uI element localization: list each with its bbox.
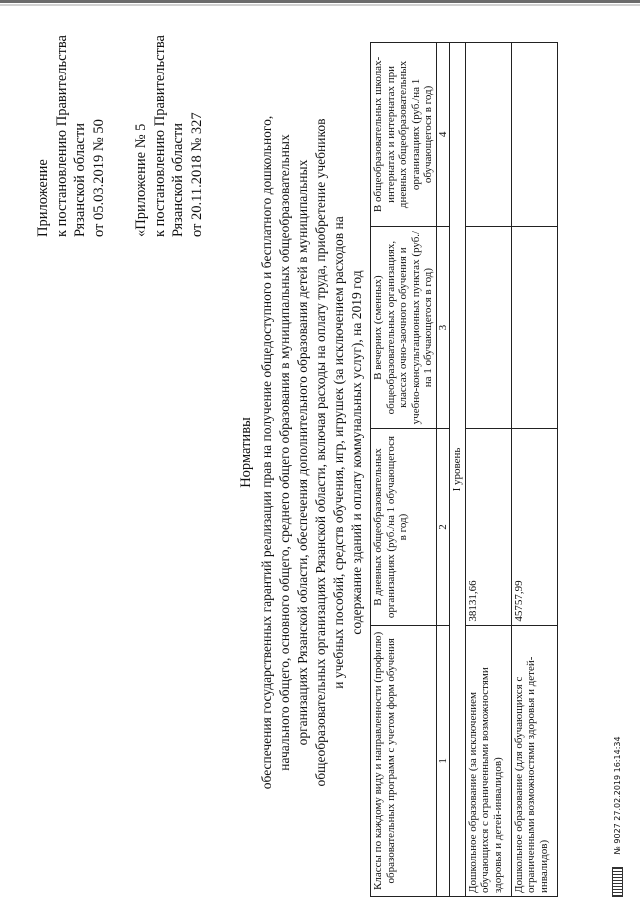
header-line: Рязанской области	[170, 123, 186, 237]
table-row	[465, 43, 511, 897]
col-header-evening: В вечерних (сменных) общеобразовательных организациях, классах очно-заочного обучения и учебно-консультационных пунктах (руб./на 1 обучающегося в год)	[371, 226, 437, 429]
document-subtitle	[258, 40, 366, 865]
col-number: 3	[436, 226, 450, 429]
col-number: 4	[436, 43, 450, 227]
header-line: Рязанской области	[72, 123, 88, 237]
table-row	[511, 43, 557, 897]
subtitle-line: начального общего, основного общего, среднего общего образования в муниципальных общеобразовательных	[277, 134, 292, 771]
attachment-header-previous	[132, 35, 206, 237]
row-value-boarding	[511, 43, 557, 227]
subtitle-line: общеобразовательных организациях Рязанской области, включая расходы на оплату труда, приобретение учебников	[313, 118, 328, 787]
col-header-class: Классы по каждому виду и направленности (профилю) образовательных программ с учетом форм обучения	[371, 625, 437, 896]
row-value-evening	[511, 226, 557, 429]
header-line: от 20.11.2018 № 327	[188, 112, 205, 237]
row-name: Дошкольное образование (за исключением обучающихся с ограниченными возможностями здоровья и детей-инвалидов)	[465, 625, 511, 896]
row-value-evening	[465, 226, 511, 429]
norms-table	[370, 42, 558, 897]
subtitle-line: организациях Рязанской области, обеспечения дополнительного образования детей в муниципальных	[295, 159, 310, 746]
barcode-logo-icon	[612, 867, 623, 897]
row-value-day: 45757,99	[511, 429, 557, 625]
level-label: I уровень	[450, 43, 466, 897]
col-header-day: В дневных общеобразовательных организациях (руб./на 1 обучающегося в год)	[371, 429, 437, 625]
subtitle-line: и учебных пособий, средств обучения, игр, игрушек (за исключением расходов на	[331, 216, 346, 689]
table-header-row	[371, 43, 437, 897]
col-number: 1	[436, 625, 450, 896]
row-value-boarding	[465, 43, 511, 227]
col-number: 2	[436, 429, 450, 625]
row-name: Дошкольное образование (для обучающихся с ограниченными возможностями здоровья и детей-инвалидов)	[511, 625, 557, 896]
row-value-day: 38131,66	[465, 429, 511, 625]
header-line: «Приложение № 5	[133, 123, 149, 237]
table-level-row	[450, 43, 466, 897]
header-line: к постановлению Правительства	[53, 35, 70, 237]
header-line: Приложение	[35, 159, 51, 237]
document-title: Нормативы	[238, 417, 254, 488]
table-number-row	[436, 43, 450, 897]
header-line: от 05.03.2019 № 50	[90, 119, 107, 237]
subtitle-line: обеспечения государственных гарантий реализации прав на получение общедоступного и бесплатного дошкольного,	[259, 115, 274, 790]
registration-stamp	[612, 736, 623, 897]
col-header-boarding: В общеобразовательных школах-интернатах и интернатах при дневных общеобразовательных организациях (руб./на 1 обучающегося в год)	[371, 43, 437, 227]
registration-number: № 9027 27.02.2019 16:14:34	[613, 736, 622, 855]
header-line: к постановлению Правительства	[151, 35, 168, 237]
subtitle-line: содержание зданий и оплату коммунальных услуг), на 2019 год	[349, 270, 364, 635]
attachment-header	[34, 35, 108, 237]
